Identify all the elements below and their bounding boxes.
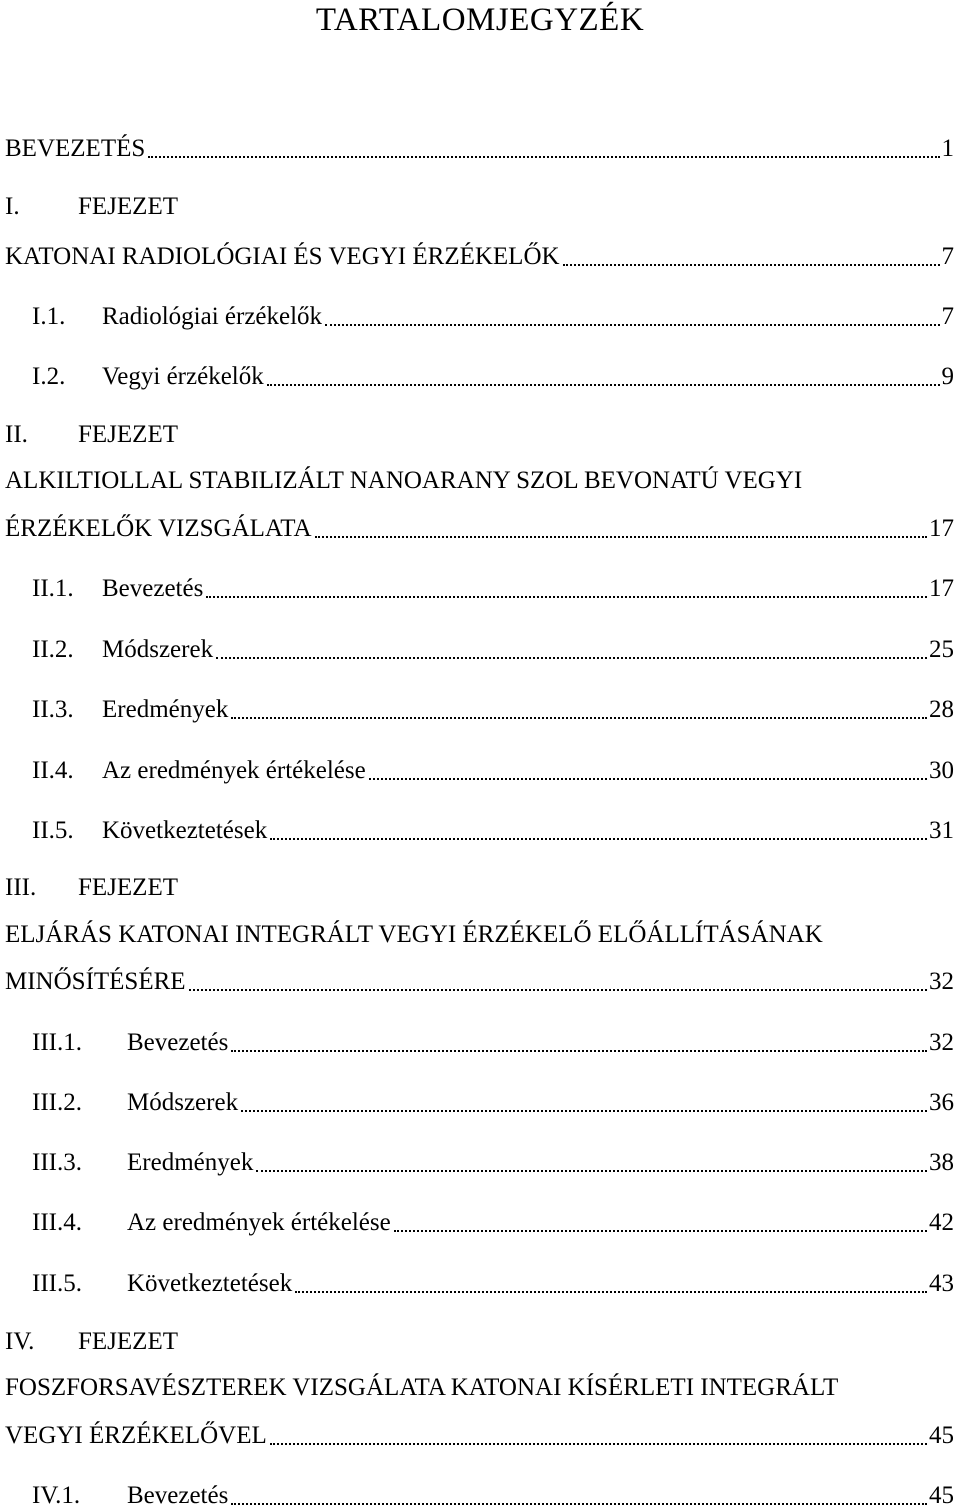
toc-entry-section[interactable] <box>32 691 954 725</box>
toc-entry-title: MINŐSÍTÉSÉRE <box>5 968 186 995</box>
toc-entry-section[interactable] <box>32 1084 954 1118</box>
toc-entry-chapter-1[interactable] <box>5 238 954 272</box>
toc-entry-title: Az eredmények értékelése <box>127 1209 391 1236</box>
toc-entry-title: BEVEZETÉS <box>5 135 146 162</box>
toc-page-number: 32 <box>929 968 954 995</box>
toc-entry-title: Radiológiai érzékelők <box>102 303 323 330</box>
chapter-number: II. <box>5 421 28 448</box>
dot-leader <box>231 717 927 719</box>
chapter-title-line: ELJÁRÁS KATONAI INTEGRÁLT VEGYI ÉRZÉKELŐ ELŐÁLLÍTÁSÁNAK <box>5 921 823 948</box>
dot-leader <box>241 1110 927 1112</box>
toc-entry-chapter-4[interactable] <box>5 1417 954 1451</box>
toc-entry-section[interactable] <box>32 1204 954 1238</box>
toc-page-number: 17 <box>929 515 954 542</box>
toc-page-number: 42 <box>929 1209 954 1236</box>
chapter-number: IV. <box>5 1328 35 1355</box>
chapter-heading-1 <box>5 192 178 222</box>
section-number: III.1. <box>32 1029 82 1056</box>
dot-leader <box>256 1170 927 1172</box>
toc-entry-title: KATONAI RADIOLÓGIAI ÉS VEGYI ÉRZÉKELŐK <box>5 243 560 270</box>
section-number: II.2. <box>32 636 74 663</box>
dot-leader <box>267 384 940 386</box>
toc-entry-section[interactable] <box>32 298 954 332</box>
toc-page-number: 7 <box>941 303 954 330</box>
toc-page-number: 38 <box>929 1149 954 1176</box>
page-title: TARTALOMJEGYZÉK <box>315 2 645 38</box>
toc-entry-section[interactable] <box>32 1024 954 1058</box>
chapter-heading-4 <box>5 1327 178 1357</box>
toc-page-number: 17 <box>929 575 954 602</box>
toc-entry-section[interactable] <box>32 1144 954 1178</box>
dot-leader <box>295 1291 927 1293</box>
dot-leader <box>216 657 927 659</box>
chapter-label: FEJEZET <box>78 874 178 901</box>
toc-entry-title: Következtetések <box>127 1270 293 1297</box>
toc-entry-chapter-2[interactable] <box>5 510 954 544</box>
toc-entry-title: VEGYI ÉRZÉKELŐVEL <box>5 1422 267 1449</box>
chapter-heading-3 <box>5 873 178 903</box>
chapter-number: III. <box>5 874 37 901</box>
dot-leader <box>231 1050 927 1052</box>
toc-entry-section[interactable] <box>32 570 954 604</box>
toc-entry-section[interactable] <box>32 1265 954 1299</box>
chapter-number: I. <box>5 193 20 220</box>
toc-entry-section[interactable] <box>32 631 954 665</box>
section-number: I.2. <box>32 363 66 390</box>
chapter-label: FEJEZET <box>78 421 178 448</box>
chapter-label: FEJEZET <box>78 1328 178 1355</box>
toc-entry-title: ÉRZÉKELŐK VIZSGÁLATA <box>5 515 312 542</box>
dot-leader <box>206 596 927 598</box>
section-number: II.5. <box>32 817 74 844</box>
section-number: IV.1. <box>32 1482 81 1509</box>
toc-page-number: 32 <box>929 1029 954 1056</box>
toc-page-number: 28 <box>929 696 954 723</box>
toc-entry-title: Eredmények <box>102 696 229 723</box>
toc-entry-title: Bevezetés <box>127 1482 229 1509</box>
dot-leader <box>325 324 939 326</box>
section-number: III.5. <box>32 1270 82 1297</box>
dot-leader <box>315 536 927 538</box>
dot-leader <box>231 1503 927 1505</box>
dot-leader <box>563 264 940 266</box>
dot-leader <box>148 156 939 158</box>
dot-leader <box>270 1443 927 1445</box>
toc-entry-section[interactable] <box>32 812 954 846</box>
toc-page-number: 43 <box>929 1270 954 1297</box>
section-number: II.1. <box>32 575 74 602</box>
toc-entry-section[interactable] <box>32 358 954 392</box>
section-number: I.1. <box>32 303 66 330</box>
toc-entry-title: Eredmények <box>127 1149 254 1176</box>
toc-page-number: 1 <box>941 135 954 162</box>
section-number: II.4. <box>32 757 74 784</box>
toc-entry-section[interactable] <box>32 1477 954 1511</box>
chapter-title-line: FOSZFORSAVÉSZTEREK VIZSGÁLATA KATONAI KÍSÉRLETI INTEGRÁLT <box>5 1374 839 1401</box>
section-number: III.3. <box>32 1149 82 1176</box>
toc-entry-chapter-3[interactable] <box>5 963 954 997</box>
toc-page-number: 25 <box>929 636 954 663</box>
dot-leader <box>270 838 927 840</box>
toc-entry-title: Vegyi érzékelők <box>102 363 264 390</box>
toc-page-number: 45 <box>929 1482 954 1509</box>
section-number: III.2. <box>32 1089 82 1116</box>
dot-leader <box>394 1230 927 1232</box>
toc-entry-title: Az eredmények értékelése <box>102 757 366 784</box>
chapter-label: FEJEZET <box>78 193 178 220</box>
toc-page-number: 9 <box>941 363 954 390</box>
toc-page-number: 45 <box>929 1422 954 1449</box>
section-number: III.4. <box>32 1209 82 1236</box>
toc-entry-section[interactable] <box>32 752 954 786</box>
dot-leader <box>189 989 927 991</box>
section-number: II.3. <box>32 696 74 723</box>
toc-entry-title: Bevezetés <box>102 575 204 602</box>
toc-page-number: 31 <box>929 817 954 844</box>
toc-entry-bevezetes[interactable] <box>5 130 954 164</box>
toc-page-number: 7 <box>941 243 954 270</box>
chapter-title-line: ALKILTIOLLAL STABILIZÁLT NANOARANY SZOL BEVONATÚ VEGYI <box>5 467 803 494</box>
dot-leader <box>369 778 927 780</box>
toc-entry-title: Bevezetés <box>127 1029 229 1056</box>
toc-entry-title: Módszerek <box>102 636 214 663</box>
chapter-heading-2 <box>5 420 178 450</box>
toc-page-number: 30 <box>929 757 954 784</box>
toc-entry-title: Módszerek <box>127 1089 239 1116</box>
toc-page-number: 36 <box>929 1089 954 1116</box>
toc-entry-title: Következtetések <box>102 817 268 844</box>
